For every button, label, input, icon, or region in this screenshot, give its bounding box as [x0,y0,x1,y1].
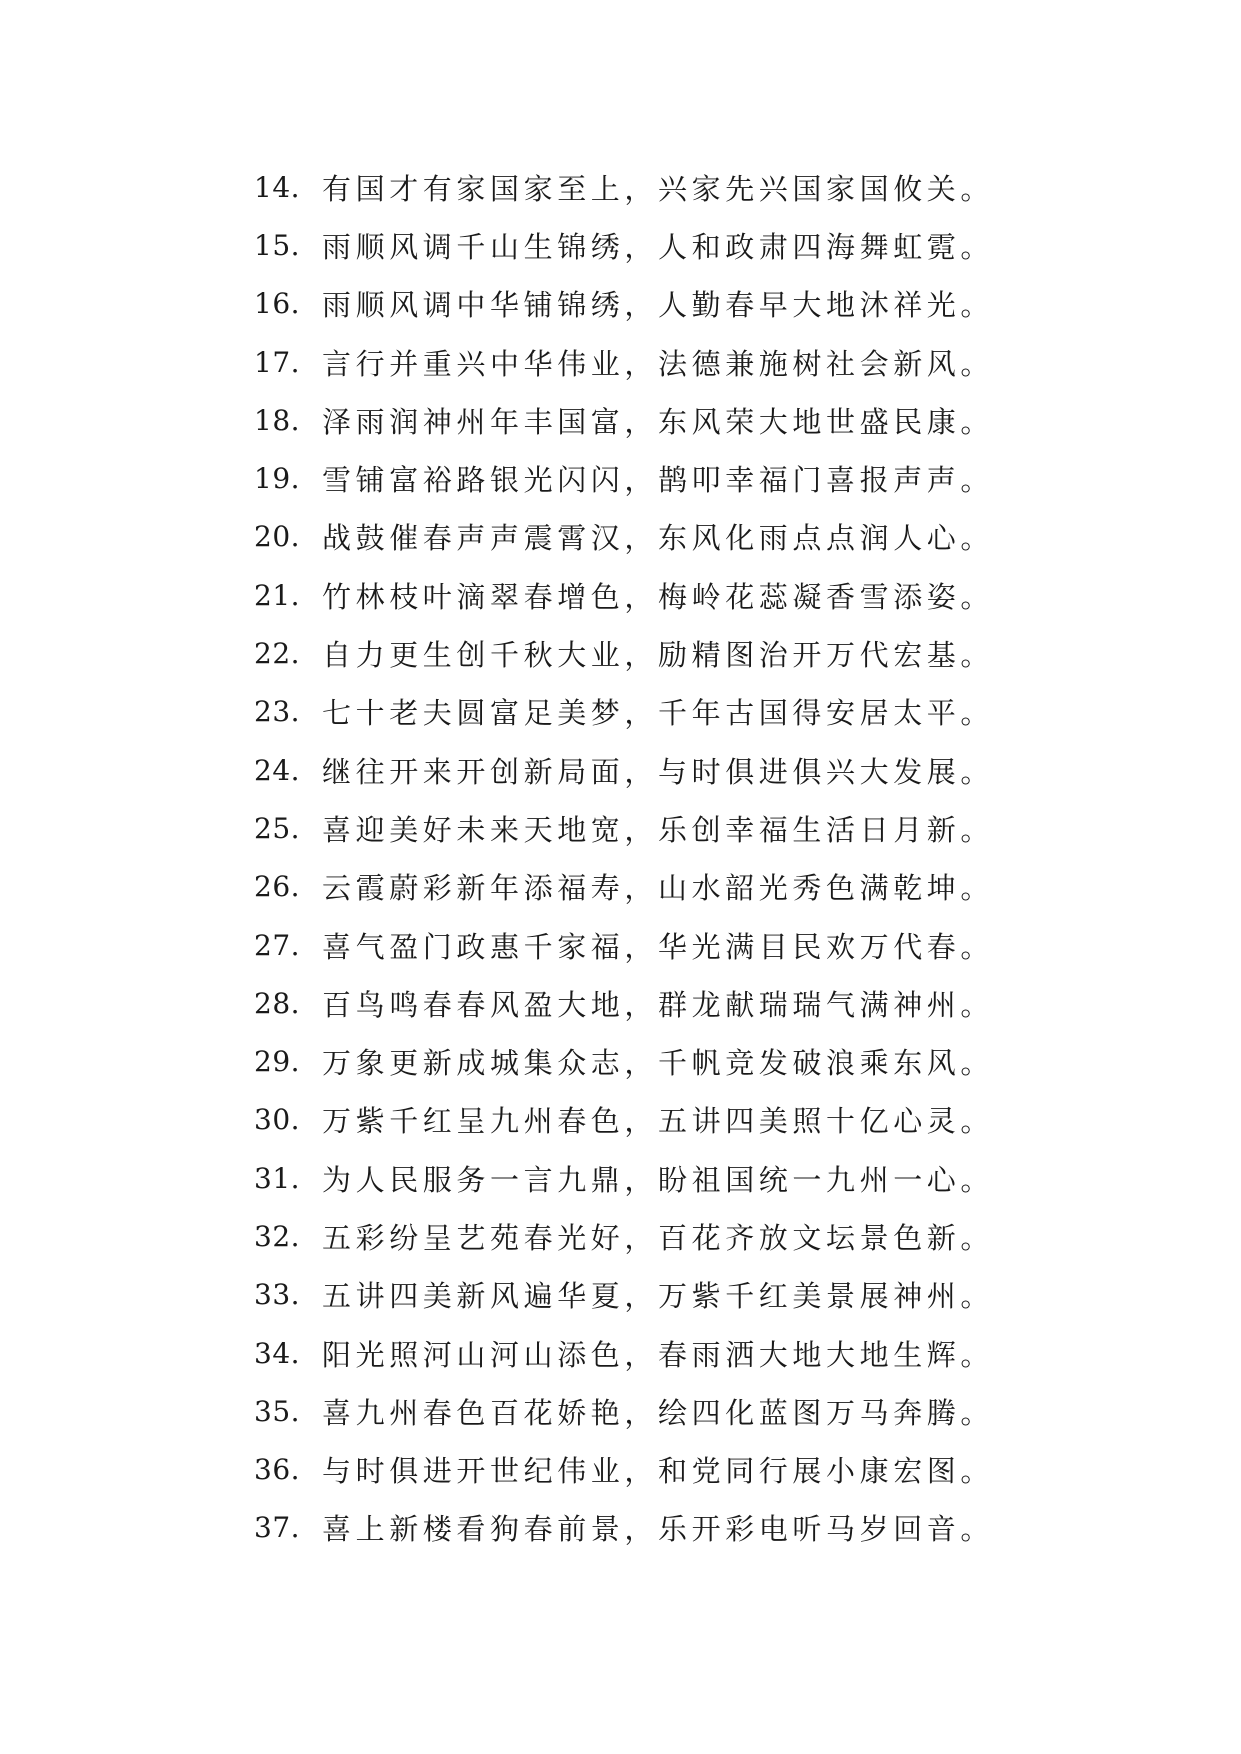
couplet-item [254,449,1014,507]
couplet-text: 自力更生创千秋大业，励精图治开万代宏基。 [322,638,995,673]
couplet-number: 16. [254,287,301,321]
couplet-text: 为人民服务一言九鼎，盼祖国统一九州一心。 [322,1162,995,1197]
couplet-number: 15. [254,228,301,262]
couplet-number: 34. [254,1336,301,1370]
couplet-number: 29. [254,1045,301,1079]
couplet-text: 雨顺风调千山生锦绣，人和政肃四海舞虹霓。 [322,229,995,264]
couplet-number: 26. [254,870,301,904]
couplet-item [254,1032,1014,1090]
couplet-number: 32. [254,1219,301,1253]
couplet-number: 20. [254,520,301,554]
couplet-text: 继往开来开创新局面，与时俱进俱兴大发展。 [322,754,995,789]
couplet-number: 24. [254,753,301,787]
couplet-text: 竹林枝叶滴翠春增色，梅岭花蕊凝香雪添姿。 [322,579,995,614]
couplet-text: 雨顺风调中华铺锦绣，人勤春早大地沐祥光。 [322,288,995,323]
couplet-text: 喜九州春色百花娇艳，绘四化蓝图万马奔腾。 [322,1395,995,1430]
couplet-number: 14. [254,170,301,204]
couplet-text: 万象更新成城集众志，千帆竞发破浪乘东风。 [322,1046,995,1081]
couplet-item [254,974,1014,1032]
couplet-item [254,1441,1014,1499]
couplet-item [254,916,1014,974]
couplet-item [254,624,1014,682]
couplet-number: 37. [254,1511,301,1545]
couplet-number: 30. [254,1103,301,1137]
couplet-text: 言行并重兴中华伟业，法德兼施树社会新风。 [322,346,995,381]
couplet-number: 22. [254,637,301,671]
couplet-number: 31. [254,1161,301,1195]
couplet-text: 喜迎美好未来天地宽，乐创幸福生活日月新。 [322,812,995,847]
couplet-item [254,1499,1014,1557]
couplet-text: 七十老夫圆富足美梦，千年古国得安居太平。 [322,696,995,731]
couplet-number: 23. [254,695,301,729]
couplet-item [254,1091,1014,1149]
couplet-number: 36. [254,1453,301,1487]
couplet-item [254,566,1014,624]
couplet-text: 与时俱进开世纪伟业，和党同行展小康宏图。 [322,1454,995,1489]
couplet-item [254,799,1014,857]
couplet-item [254,1324,1014,1382]
couplet-text: 喜上新楼看狗春前景，乐开彩电听马岁回音。 [322,1512,995,1547]
couplet-text: 泽雨润神州年丰国富，东风荣大地世盛民康。 [322,404,995,439]
couplet-number: 19. [254,462,301,496]
couplet-text: 阳光照河山河山添色，春雨洒大地大地生辉。 [322,1337,995,1372]
couplet-item [254,741,1014,799]
couplet-item [254,858,1014,916]
couplet-item [254,391,1014,449]
couplet-item [254,216,1014,274]
couplet-number: 18. [254,403,301,437]
couplet-text: 云霞蔚彩新年添福寿，山水韶光秀色满乾坤。 [322,871,995,906]
couplet-number: 28. [254,986,301,1020]
couplet-item [254,333,1014,391]
couplet-number: 27. [254,928,301,962]
couplet-list [254,158,1014,1557]
couplet-number: 17. [254,345,301,379]
couplet-number: 21. [254,578,301,612]
couplet-item [254,508,1014,566]
couplet-text: 喜气盈门政惠千家福，华光满目民欢万代春。 [322,929,995,964]
couplet-text: 五讲四美新风遍华夏，万紫千红美景展神州。 [322,1279,995,1314]
couplet-number: 35. [254,1394,301,1428]
couplet-text: 百鸟鸣春春风盈大地，群龙献瑞瑞气满神州。 [322,987,995,1022]
couplet-text: 战鼓催春声声震霄汉，东风化雨点点润人心。 [322,521,995,556]
couplet-number: 25. [254,811,301,845]
couplet-item [254,1382,1014,1440]
couplet-text: 有国才有家国家至上，兴家先兴国家国攸关。 [322,171,995,206]
couplet-item [254,1266,1014,1324]
couplet-text: 雪铺富裕路银光闪闪，鹊叩幸福门喜报声声。 [322,463,995,498]
couplet-text: 五彩纷呈艺苑春光好，百花齐放文坛景色新。 [322,1220,995,1255]
couplet-item [254,1207,1014,1265]
couplet-text: 万紫千红呈九州春色，五讲四美照十亿心灵。 [322,1104,995,1139]
couplet-item [254,683,1014,741]
couplet-item [254,275,1014,333]
couplet-number: 33. [254,1278,301,1312]
couplet-item [254,158,1014,216]
couplet-item [254,1149,1014,1207]
